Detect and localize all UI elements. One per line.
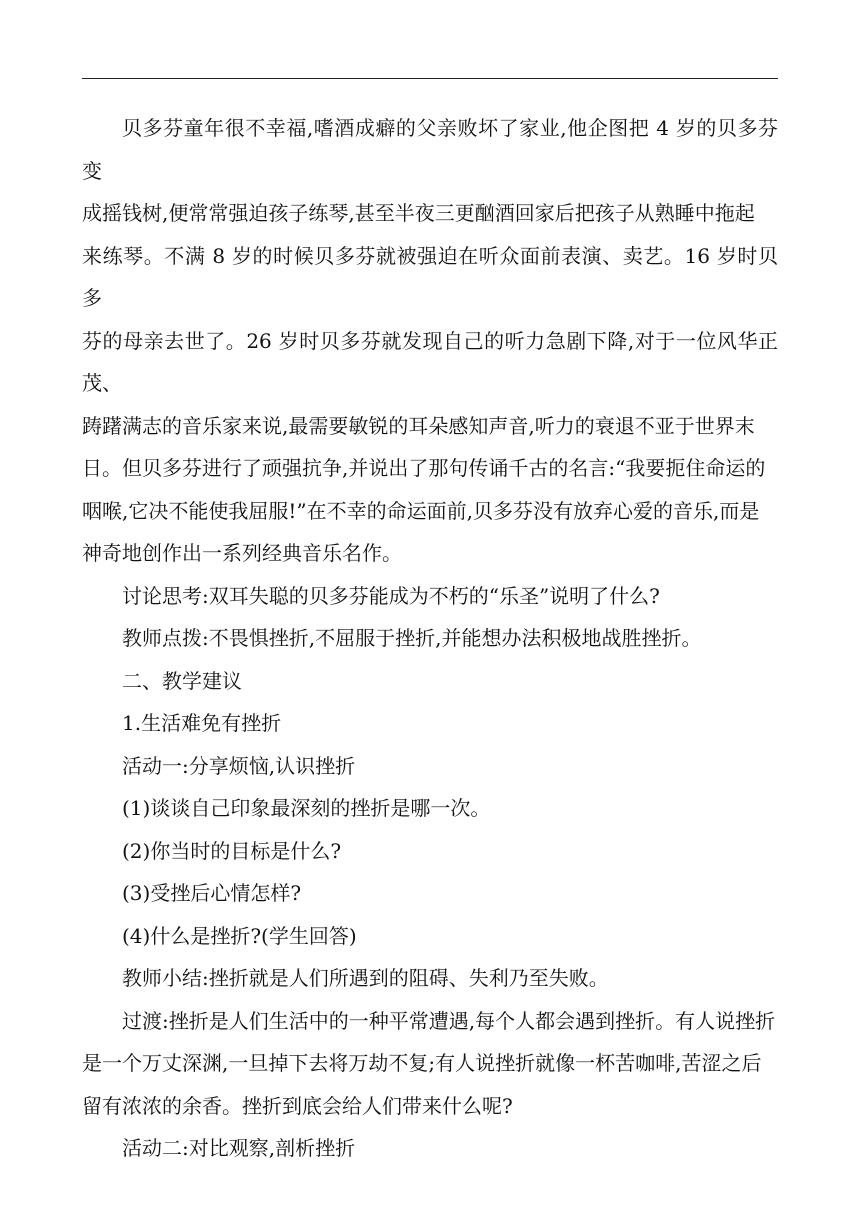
paragraph-teacher-guidance: 教师点拨:不畏惧挫折,不屈服于挫折,并能想办法积极地战胜挫折。 bbox=[122, 626, 702, 650]
section-heading-teaching-suggestions: 二、教学建议 bbox=[122, 668, 242, 693]
paragraph-transition bbox=[82, 1000, 778, 1128]
list-item: (1)谈谈自己印象最深刻的挫折是哪一次。 bbox=[122, 796, 491, 820]
list-item: (2)你当时的目标是什么? bbox=[122, 838, 342, 863]
text-line: 过渡:挫折是人们生活中的一种平常遭遇,每个人都会遇到挫折。有人说挫折 bbox=[122, 1008, 776, 1033]
paragraph-teacher-summary: 教师小结:挫折就是人们所遇到的阻碍、失利乃至失败。 bbox=[122, 966, 609, 990]
text-line: 留有浓浓的余香。挫折到底会给人们带来什么呢? bbox=[82, 1093, 513, 1118]
activity-one-title: 活动一:分享烦恼,认识挫折 bbox=[122, 753, 356, 778]
text-line: 成摇钱树,便常常强迫孩子练琴,甚至半夜三更酗酒回家后把孩子从熟睡中拖起 bbox=[82, 201, 755, 225]
text-line: 日。但贝多芬进行了顽强抗争,并说出了那句传诵千古的名言:“我要扼住命运的 bbox=[82, 456, 766, 480]
header-rule bbox=[82, 78, 778, 79]
activity-two-title: 活动二:对比观察,剖析挫折 bbox=[122, 1136, 356, 1160]
subheading-frustration: 1.生活难免有挫折 bbox=[122, 711, 282, 735]
text-line: 贝多芬童年很不幸福,嗜酒成癖的父亲败坏了家业,他企图把 4 岁的贝多芬变 bbox=[82, 116, 778, 183]
text-line: 神奇地创作出一系列经典音乐名作。 bbox=[82, 541, 402, 565]
text-line: 踌躇满志的音乐家来说,最需要敏锐的耳朵感知声音,听力的衰退不亚于世界末 bbox=[82, 413, 755, 438]
text-line: 咽喉,它决不能使我屈服!”在不幸的命运面前,贝多芬没有放弃心爱的音乐,而是 bbox=[82, 498, 760, 523]
list-item: (4)什么是挫折?(学生回答) bbox=[122, 923, 357, 948]
text-line: 来练琴。不满 8 岁的时候贝多芬就被强迫在听众面前表演、卖艺。16 岁时贝多 bbox=[82, 243, 778, 310]
text-line: 芬的母亲去世了。26 岁时贝多芬就发现自己的听力急剧下降,对于一位风华正茂、 bbox=[82, 328, 778, 395]
document-body bbox=[82, 107, 778, 1170]
paragraph-beethoven-story bbox=[82, 107, 778, 575]
list-item: (3)受挫后心情怎样? bbox=[122, 881, 302, 905]
paragraph-discussion-question: 讨论思考:双耳失聪的贝多芬能成为不朽的“乐圣”说明了什么? bbox=[122, 583, 660, 608]
text-line: 是一个万丈深渊,一旦掉下去将万劫不复;有人说挫折就像一杯苦咖啡,苦涩之后 bbox=[82, 1051, 762, 1075]
